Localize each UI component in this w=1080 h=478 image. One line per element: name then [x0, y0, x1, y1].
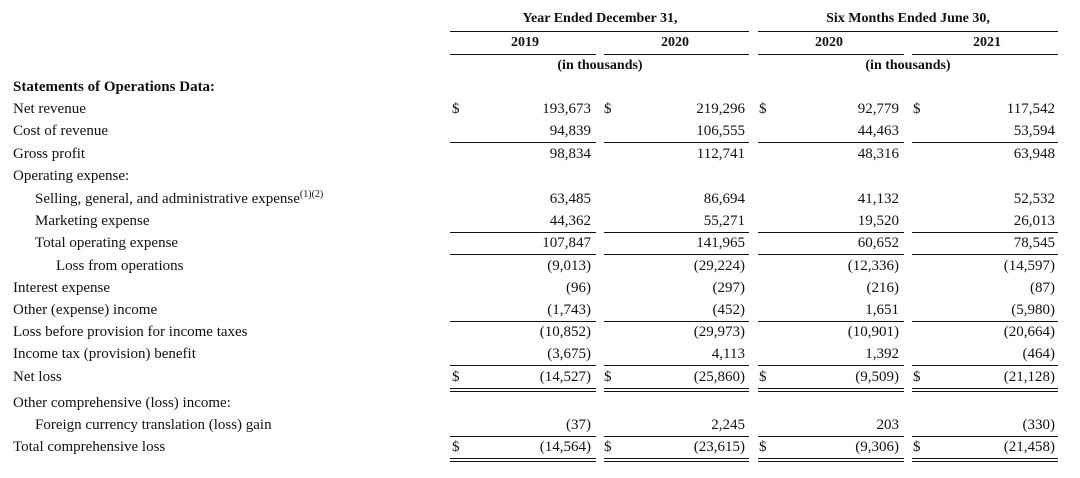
- cell-value: 86,694: [703, 191, 745, 207]
- cell-value: 203: [876, 417, 899, 433]
- cell-value: 26,013: [1013, 213, 1055, 229]
- table-row-net-revenue: [0, 98, 1080, 120]
- cell-value: 4,113: [711, 346, 745, 362]
- cell-value: 2,245: [711, 417, 745, 433]
- cell-value: 63,948: [1013, 146, 1055, 162]
- row-label: Gross profit: [13, 146, 86, 162]
- currency-symbol: $: [604, 369, 612, 385]
- currency-symbol: $: [759, 439, 767, 455]
- table-row-other-comprehensive-header: [0, 392, 1080, 414]
- table-row-total-comprehensive-loss: [0, 436, 1080, 458]
- cell-value: (452): [712, 302, 745, 318]
- cell-value: 98,834: [549, 146, 591, 162]
- header-rule: [758, 31, 1058, 32]
- cell-value: 55,271: [703, 213, 745, 229]
- cell-value: (297): [712, 280, 745, 296]
- currency-symbol: $: [452, 439, 460, 455]
- cell-value: 107,847: [542, 235, 591, 251]
- cell-value: 53,594: [1013, 123, 1055, 139]
- cell-value: (9,509): [855, 369, 899, 385]
- currency-symbol: $: [452, 101, 460, 117]
- header-year-rule: [604, 54, 749, 55]
- cell-value: (464): [1022, 346, 1055, 362]
- table-row-marketing-expense: [0, 210, 1080, 232]
- cell-value: (9,306): [855, 439, 899, 455]
- table-row-interest-expense: [0, 277, 1080, 299]
- currency-symbol: $: [604, 101, 612, 117]
- cell-value: 94,839: [549, 123, 591, 139]
- cell-value: 193,673: [542, 101, 591, 117]
- cell-value: 92,779: [857, 101, 899, 117]
- header-six-months: Six Months Ended June 30,: [826, 11, 990, 26]
- row-label: Net revenue: [13, 101, 86, 117]
- cell-value: (37): [566, 417, 591, 433]
- currency-symbol: $: [452, 369, 460, 385]
- cell-value: (14,564): [539, 439, 591, 455]
- currency-symbol: $: [913, 369, 921, 385]
- cell-value: 63,485: [549, 191, 591, 207]
- row-label: Selling, general, and administrative expense$^{(1)(2)}$: [35, 189, 324, 207]
- total-double-rule: [912, 458, 1058, 462]
- cell-value: 60,652: [857, 235, 899, 251]
- cell-value: (216): [866, 280, 899, 296]
- header-unit-label: (in thousands): [865, 58, 951, 73]
- cell-value: (87): [1030, 280, 1055, 296]
- table-row-income-tax: [0, 343, 1080, 365]
- header-year-2020-six-months: 2020: [815, 35, 843, 50]
- header-rule: [450, 31, 749, 32]
- cell-value: (3,675): [547, 346, 591, 362]
- cell-value: 44,463: [857, 123, 899, 139]
- cell-value: (10,901): [847, 324, 899, 340]
- cell-value: 1,651: [865, 302, 899, 318]
- currency-symbol: $: [913, 439, 921, 455]
- total-double-rule: [758, 458, 904, 462]
- header-year-2020: 2020: [661, 35, 689, 50]
- table-row-foreign-currency: [0, 414, 1080, 436]
- cell-value: (14,597): [1003, 258, 1055, 274]
- cell-value: (29,973): [693, 324, 745, 340]
- cell-value: (1,743): [547, 302, 591, 318]
- row-label: Other comprehensive (loss) income:: [13, 395, 231, 411]
- cell-value: 219,296: [696, 101, 745, 117]
- cell-value: (12,336): [847, 258, 899, 274]
- cell-value: 44,362: [549, 213, 591, 229]
- row-label: Loss before provision for income taxes: [13, 324, 248, 340]
- footnote-marker: (1)(2): [299, 189, 324, 200]
- cell-value: (330): [1022, 417, 1055, 433]
- cell-value: 117,542: [1006, 101, 1055, 117]
- cell-value: 19,520: [857, 213, 899, 229]
- cell-value: 141,965: [696, 235, 745, 251]
- header-year-ended: Year Ended December 31,: [522, 11, 678, 26]
- cell-value: 78,545: [1013, 235, 1055, 251]
- header-year-2021: 2021: [973, 35, 1001, 50]
- row-label: Interest expense: [13, 280, 111, 296]
- table-row-section-title: [0, 76, 1080, 98]
- currency-symbol: $: [913, 101, 921, 117]
- cell-value: 112,741: [696, 146, 745, 162]
- table-row-loss-before-taxes: [0, 321, 1080, 343]
- header-year-2019: 2019: [511, 35, 539, 50]
- cell-value: 52,532: [1013, 191, 1055, 207]
- currency-symbol: $: [604, 439, 612, 455]
- cell-value: 41,132: [857, 191, 899, 207]
- table-row-loss-from-operations: [0, 255, 1080, 277]
- header-year-rule: [912, 54, 1058, 55]
- cell-value: (5,980): [1011, 302, 1055, 318]
- header-year-rule: [758, 54, 904, 55]
- row-label: Statements of Operations Data:: [13, 79, 216, 95]
- row-label: Marketing expense: [35, 213, 150, 229]
- cell-value: (21,128): [1003, 369, 1055, 385]
- total-double-rule: [604, 458, 749, 462]
- currency-symbol: $: [759, 101, 767, 117]
- cell-value: 1,392: [865, 346, 899, 362]
- cell-value: (21,458): [1003, 439, 1055, 455]
- cell-value: (96): [566, 280, 591, 296]
- total-double-rule: [450, 458, 596, 462]
- table-row-net-loss: [0, 366, 1080, 388]
- table-row-total-operating-expense: [0, 232, 1080, 254]
- row-label: Net loss: [13, 369, 62, 385]
- row-label: Total operating expense: [35, 235, 179, 251]
- cell-value: (10,852): [539, 324, 591, 340]
- cell-value: (9,013): [547, 258, 591, 274]
- row-label: Loss from operations: [56, 258, 184, 274]
- cell-value: 48,316: [857, 146, 899, 162]
- table-row-cost-of-revenue: [0, 120, 1080, 142]
- header-year-rule: [450, 54, 596, 55]
- row-label: Other (expense) income: [13, 302, 158, 318]
- table-row-gross-profit: [0, 143, 1080, 165]
- cell-value: (29,224): [693, 258, 745, 274]
- table-row-other-income: [0, 299, 1080, 321]
- currency-symbol: $: [759, 369, 767, 385]
- row-label: Foreign currency translation (loss) gain: [35, 417, 272, 433]
- cell-value: (20,664): [1003, 324, 1055, 340]
- cell-value: (14,527): [539, 369, 591, 385]
- table-row-operating-expense-header: [0, 165, 1080, 187]
- cell-value: 106,555: [696, 123, 745, 139]
- row-label: Cost of revenue: [13, 123, 108, 139]
- cell-value: (25,860): [693, 369, 745, 385]
- row-label: Operating expense:: [13, 168, 130, 184]
- table-row-sga-expense: [0, 188, 1080, 210]
- row-label: Income tax (provision) benefit: [13, 346, 196, 362]
- cell-value: (23,615): [693, 439, 745, 455]
- row-label: Total comprehensive loss: [13, 439, 166, 455]
- header-unit-label: (in thousands): [557, 58, 643, 73]
